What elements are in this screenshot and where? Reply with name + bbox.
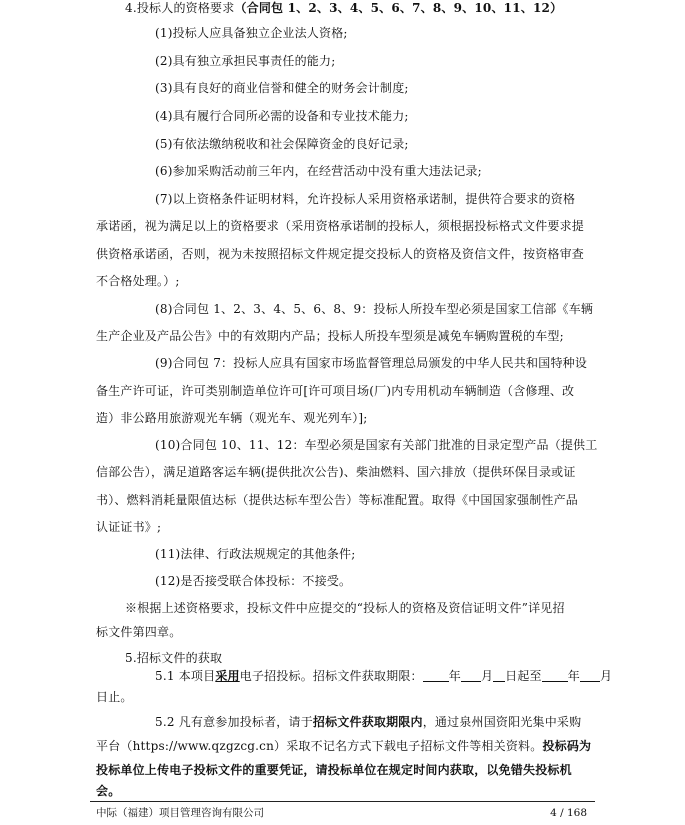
section4-heading-text: 4.投标人的资格要求	[125, 1, 235, 15]
section4-heading	[125, 0, 562, 16]
item-7-line-3: 供资格承诺函，否则，视为未按照招标文件规定提交投标人的资格及资信文件，按资格审查	[96, 247, 585, 261]
para-5-2-line-4: 会。	[96, 784, 121, 798]
item-4: (4)具有履行合同所必需的设备和专业技术能力;	[155, 109, 409, 123]
blank-start-month	[461, 669, 481, 682]
item-10-line-1: (10)合同包 10、11、12：车型必须是国家有关部门批准的目录定型产品（提供工	[155, 438, 598, 452]
section4-heading-packages: （合同包 1、2、3、4、5、6、7、8、9、10、11、12）	[234, 1, 563, 15]
para-5-2-period: 招标文件获取期限内	[312, 715, 423, 729]
item-10-line-2: 信部公告），满足道路客运车辆(提供批次公告)、柴油燃料、国六排放（提供环保目录或证	[96, 465, 576, 479]
item-6: (6)参加采购活动前三年内，在经营活动中没有重大违法记录;	[155, 164, 482, 178]
para-5-1-adopted: 采用	[215, 669, 240, 683]
label-month-2: 月	[599, 669, 613, 683]
item-8-line-1: (8)合同包 1、2、3、4、5、6、8、9：投标人所投车型必须是国家工信部《车辆	[155, 302, 594, 316]
para-5-1-line-1	[155, 668, 612, 684]
para-5-2-prefix: 5.2 凡有意参加投标者，请于	[155, 715, 313, 729]
note-line-2: 标文件第四章。	[96, 625, 182, 639]
blank-start-year	[423, 669, 449, 682]
item-11: (11)法律、行政法规规定的其他条件;	[155, 547, 356, 561]
item-3: (3)具有良好的商业信誉和健全的财务会计制度;	[155, 81, 409, 95]
label-year-1: 年	[448, 669, 461, 683]
para-5-2-bold-start: 投标码为	[542, 739, 592, 753]
label-year-2: 年	[567, 669, 580, 683]
blank-end-month	[580, 669, 600, 682]
section5-heading: 5.招标文件的获取	[125, 651, 223, 665]
para-5-1-line-2: 日止。	[96, 690, 133, 704]
para-5-1-prefix: 5.1 本项目	[155, 669, 216, 683]
item-7-line-1: (7)以上资格条件证明材料，允许投标人采用资格承诺制，提供符合要求的资格	[155, 192, 576, 206]
para-5-1-middle: 电子招投标。招标文件获取期限：	[239, 669, 423, 683]
item-7-line-2: 承诺函，视为满足以上的资格要求（采用资格承诺制的投标人，须根据投标格式文件要求提	[96, 219, 585, 233]
label-month-1: 月	[480, 669, 494, 683]
blank-start-day	[493, 669, 505, 682]
item-12: (12)是否接受联合体投标：不接受。	[155, 574, 352, 588]
footer-divider	[90, 801, 595, 802]
item-7-line-4: 不合格处理。）;	[96, 274, 180, 288]
item-9-line-3: 造）非公路用旅游观光车辆（观光车、观光列车）];	[96, 411, 368, 425]
para-5-2-line-1	[155, 714, 581, 730]
para-5-2-line-2	[96, 738, 591, 754]
item-10-line-3: 书）、燃料消耗量限值达标（提供达标车型公告）等标准配置。取得《中国国家强制性产品	[96, 493, 579, 507]
para-5-2-line-3: 投标单位上传电子投标文件的重要凭证，请投标单位在规定时间内获取，以免错失投标机	[96, 763, 572, 777]
footer-company: 中际（福建）项目管理咨询有限公司	[96, 807, 264, 819]
note-line-1: ※根据上述资格要求，投标文件中应提交的“投标人的资格及资信证明文件”详见招	[125, 601, 565, 615]
para-5-2-platform-text: 平台（https://www.qzgzcg.cn）采取不记名方式下载电子招标文件等相关资料。	[96, 739, 543, 753]
item-5: (5)有依法缴纳税收和社会保障资金的良好记录;	[155, 137, 409, 151]
blank-end-year	[542, 669, 568, 682]
item-1: (1)投标人应具备独立企业法人资格;	[155, 26, 348, 40]
item-9-line-1: (9)合同包 7：投标人应具有国家市场监督管理总局颁发的中华人民共和国特种设	[155, 356, 588, 370]
para-5-2-suffix: ，通过泉州国资阳光集中采购	[422, 715, 582, 729]
item-8-line-2: 生产企业及产品公告》中的有效期内产品；投标人所投车型须是减免车辆购置税的车型;	[96, 329, 564, 343]
item-2: (2)具有独立承担民事责任的能力;	[155, 54, 336, 68]
label-day-1: 日起至	[505, 669, 542, 683]
footer-page-number: 4 / 168	[550, 807, 587, 819]
item-10-line-4: 认证证书》;	[96, 520, 162, 534]
item-9-line-2: 备生产许可证，许可类别制造单位许可[许可项目场(厂)内专用机动车辆制造（含修理、改	[96, 384, 575, 398]
